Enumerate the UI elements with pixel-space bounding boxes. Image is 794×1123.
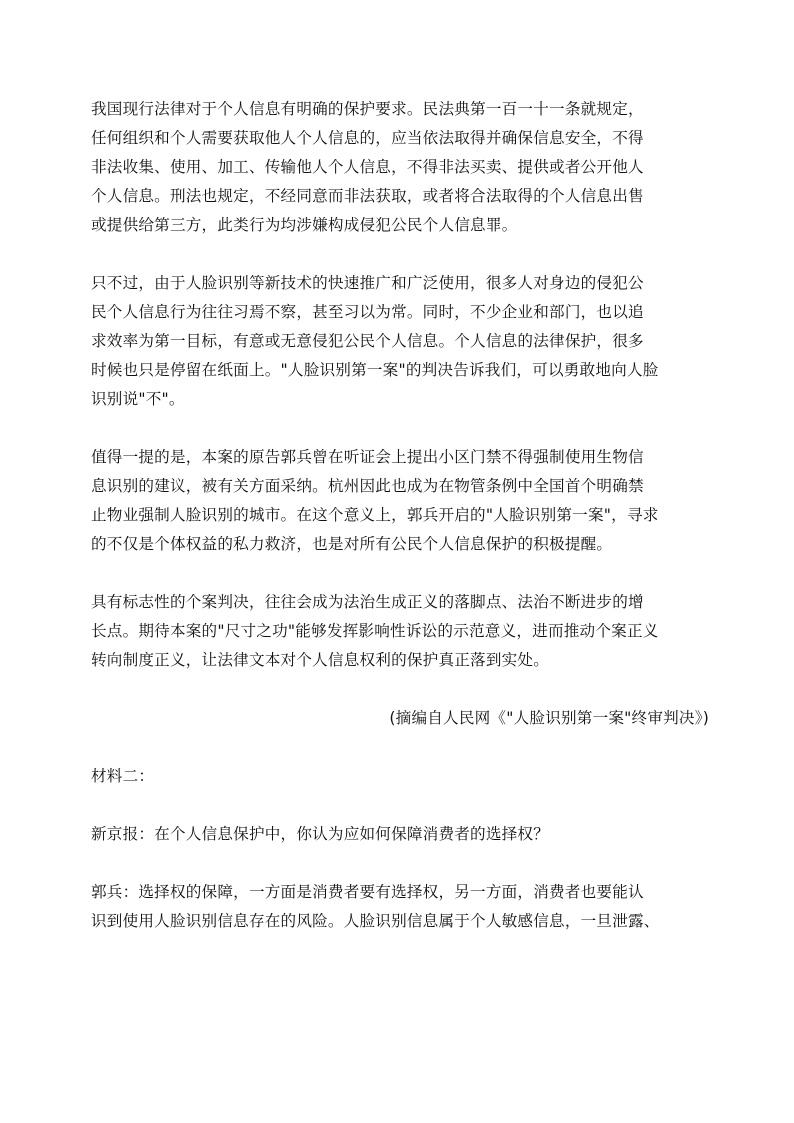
paragraph-plaintiff-guo-bing [91, 443, 709, 559]
interview-question [91, 820, 709, 849]
document-body [91, 95, 709, 965]
text-line: 只不过，由于人脸识别等新技术的快速推广和广泛使用，很多人对身边的侵犯公 [91, 274, 644, 292]
text-line: 时候也只是停留在纸面上。"人脸识别第一案"的判决告诉我们，可以勇敢地向人脸 [91, 361, 659, 379]
text-line: 非法收集、使用、加工、传输他人个人信息，不得非法买卖、提供或者公开他人 [91, 158, 644, 176]
material-heading-text: 材料二： [91, 767, 155, 785]
material-two-heading [91, 762, 709, 791]
text-line: 具有标志性的个案判决，往往会成为法治生成正义的落脚点、法治不断进步的增 [91, 593, 644, 611]
text-line: 或提供给第三方，此类行为均涉嫌构成侵犯公民个人信息罪。 [91, 216, 518, 234]
text-line: 止物业强制人脸识别的城市。在这个意义上，郭兵开启的"人脸识别第一案"，寻求 [91, 506, 659, 524]
paragraph-legal-requirements [91, 95, 709, 240]
paragraph-face-recognition-use [91, 269, 709, 414]
text-line: 识到使用人脸识别信息存在的风险。人脸识别信息属于个人敏感信息，一旦泄露、 [91, 912, 660, 930]
text-line: 值得一提的是，本案的原告郭兵曾在听证会上提出小区门禁不得强制使用生物信 [91, 448, 644, 466]
interview-answer [91, 878, 709, 936]
text-line: 转向制度正义，让法律文本对个人信息权利的保护真正落到实处。 [91, 651, 550, 669]
text-line: 民个人信息行为往往习焉不察，甚至习以为常。同时，不少企业和部门，也以追 [91, 303, 644, 321]
text-line: 的不仅是个体权益的私力救济，也是对所有公民个人信息保护的积极提醒。 [91, 535, 613, 553]
text-line: 个人信息。刑法也规定，不经同意而非法获取，或者将合法取得的个人信息出售 [91, 187, 644, 205]
question-text: 新京报：在个人信息保护中，你认为应如何保障消费者的选择权？ [91, 825, 550, 843]
text-line: 我国现行法律对于个人信息有明确的保护要求。民法典第一百一十一条就规定， [91, 100, 644, 118]
source-citation [91, 704, 709, 733]
paragraph-landmark-ruling [91, 588, 709, 675]
text-line: 息识别的建议，被有关方面采纳。杭州因此也成为在物管条例中全国首个明确禁 [91, 477, 644, 495]
source-citation-text: (摘编自人民网《"人脸识别第一案"终审判决》) [389, 709, 709, 727]
text-line: 识别说"不"。 [91, 390, 185, 408]
text-line: 任何组织和个人需要获取他人个人信息的，应当依法取得并确保信息安全，不得 [91, 129, 644, 147]
text-line: 长点。期待本案的"尺寸之功"能够发挥影响性诉讼的示范意义，进而推动个案正义 [91, 622, 659, 640]
text-line: 郭兵：选择权的保障，一方面是消费者要有选择权，另一方面，消费者也要能认 [91, 883, 644, 901]
text-line: 求效率为第一目标，有意或无意侵犯公民个人信息。个人信息的法律保护，很多 [91, 332, 644, 350]
